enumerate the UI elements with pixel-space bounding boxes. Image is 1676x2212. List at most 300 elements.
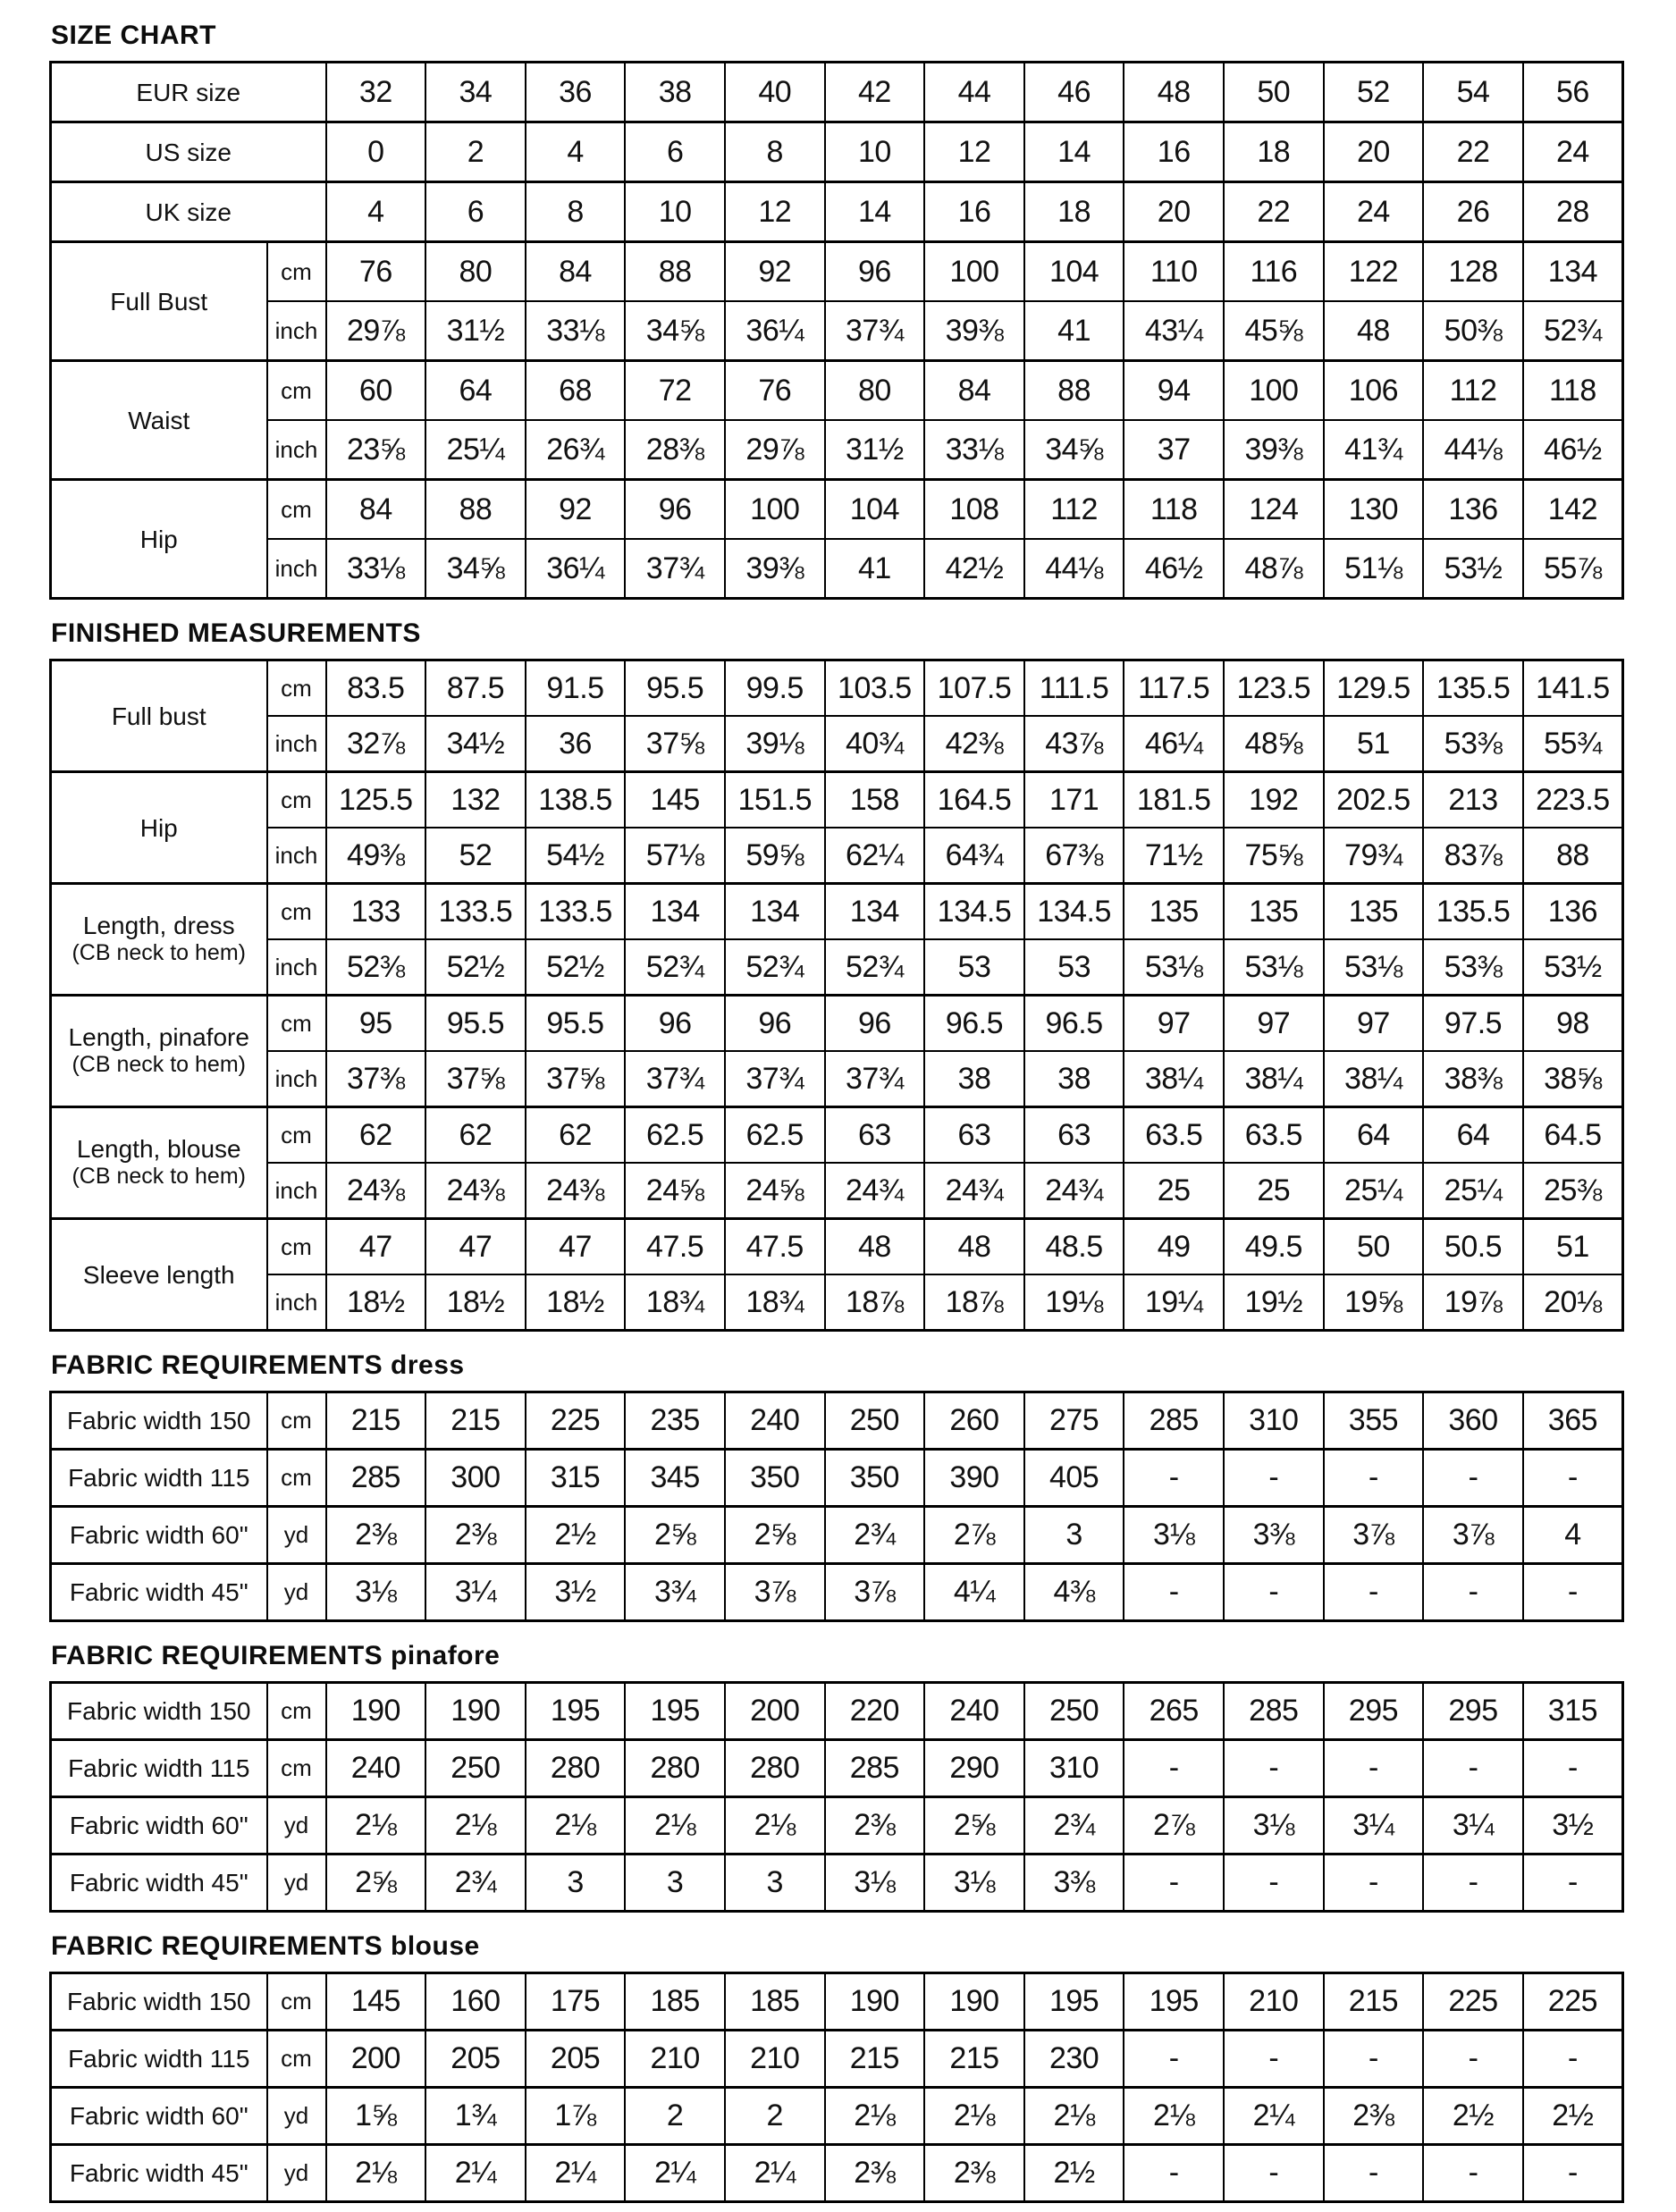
- value-cell: 365: [1523, 1392, 1623, 1450]
- value-cell: 3⅜: [1024, 1855, 1124, 1912]
- value-cell: -: [1224, 1740, 1324, 1797]
- value-cell: 3½: [526, 1564, 626, 1621]
- value-cell: 48: [1124, 63, 1224, 122]
- value-cell: 62¼: [825, 828, 925, 884]
- value-cell: 62.5: [625, 1107, 725, 1164]
- value-cell: 250: [1024, 1683, 1124, 1740]
- size-row: [51, 182, 1623, 242]
- value-cell: 2⅛: [326, 2145, 426, 2202]
- value-cell: 92: [725, 242, 825, 302]
- value-cell: -: [1423, 2031, 1523, 2088]
- value-cell: 25⅜: [1523, 1163, 1623, 1219]
- value-cell: 132: [425, 772, 526, 828]
- value-cell: 31½: [425, 301, 526, 361]
- value-cell: 3¼: [425, 1564, 526, 1621]
- value-cell: 96: [625, 996, 725, 1052]
- measure-row-cm: [51, 996, 1623, 1052]
- value-cell: 116: [1224, 242, 1324, 302]
- value-cell: 26: [1423, 182, 1523, 242]
- value-cell: 38: [1024, 1051, 1124, 1107]
- value-cell: 39⅛: [725, 716, 825, 772]
- value-cell: 100: [725, 480, 825, 540]
- value-cell: 45⅝: [1224, 301, 1324, 361]
- value-cell: -: [1224, 2031, 1324, 2088]
- value-cell: -: [1224, 2145, 1324, 2202]
- row-label: US size: [51, 122, 326, 182]
- value-cell: 24⅜: [526, 1163, 626, 1219]
- unit-label: cm: [267, 1107, 326, 1164]
- value-cell: -: [1324, 1855, 1424, 1912]
- value-cell: 50.5: [1423, 1219, 1523, 1275]
- value-cell: 96: [625, 480, 725, 540]
- value-cell: 25: [1124, 1163, 1224, 1219]
- value-cell: 1⅝: [326, 2088, 426, 2145]
- value-cell: 47.5: [625, 1219, 725, 1275]
- value-cell: -: [1124, 1450, 1224, 1507]
- value-cell: 129.5: [1324, 660, 1424, 717]
- value-cell: -: [1124, 1855, 1224, 1912]
- value-cell: 2: [425, 122, 526, 182]
- value-cell: 134: [725, 884, 825, 940]
- finished-measurements-table: [49, 659, 1624, 1332]
- row-label: Fabric width 115: [51, 1450, 267, 1507]
- value-cell: 20: [1324, 122, 1424, 182]
- value-cell: 62: [526, 1107, 626, 1164]
- value-cell: 28⅜: [625, 420, 725, 480]
- value-cell: 32⅞: [326, 716, 426, 772]
- value-cell: 42: [825, 63, 925, 122]
- value-cell: 46½: [1523, 420, 1623, 480]
- row-label: [51, 772, 267, 884]
- value-cell: 135.5: [1423, 884, 1523, 940]
- value-cell: 205: [526, 2031, 626, 2088]
- unit-label: cm: [267, 480, 326, 540]
- value-cell: 134.5: [924, 884, 1024, 940]
- unit-label: inch: [267, 716, 326, 772]
- value-cell: 36¼: [725, 301, 825, 361]
- value-cell: 24⅜: [425, 1163, 526, 1219]
- unit-label: cm: [267, 1740, 326, 1797]
- value-cell: 47: [526, 1219, 626, 1275]
- value-cell: 2½: [1523, 2088, 1623, 2145]
- value-cell: -: [1523, 1740, 1623, 1797]
- value-cell: 19½: [1224, 1274, 1324, 1331]
- value-cell: 2⅝: [326, 1855, 426, 1912]
- value-cell: 52¾: [825, 939, 925, 996]
- value-cell: 63.5: [1224, 1107, 1324, 1164]
- value-cell: 2¼: [425, 2145, 526, 2202]
- value-cell: 24¾: [924, 1163, 1024, 1219]
- value-cell: 52½: [425, 939, 526, 996]
- measure-row-inch: [51, 1274, 1623, 1331]
- value-cell: 53⅛: [1324, 939, 1424, 996]
- measure-row-cm: [51, 1107, 1623, 1164]
- value-cell: 390: [924, 1450, 1024, 1507]
- fabric-row: [51, 1564, 1623, 1621]
- unit-label: yd: [267, 1564, 326, 1621]
- value-cell: 84: [526, 242, 626, 302]
- value-cell: 134: [625, 884, 725, 940]
- value-cell: 1¾: [425, 2088, 526, 2145]
- fabric-requirements-pinafore-table: [49, 1681, 1624, 1913]
- value-cell: 96: [825, 996, 925, 1052]
- value-cell: 75⅝: [1224, 828, 1324, 884]
- value-cell: 41¾: [1324, 420, 1424, 480]
- value-cell: 260: [924, 1392, 1024, 1450]
- value-cell: 202.5: [1324, 772, 1424, 828]
- value-cell: 84: [924, 361, 1024, 421]
- row-label: Fabric width 60": [51, 1507, 267, 1564]
- value-cell: 3⅞: [825, 1564, 925, 1621]
- row-label: Fabric width 150: [51, 1392, 267, 1450]
- value-cell: 43¼: [1124, 301, 1224, 361]
- value-cell: 3⅛: [326, 1564, 426, 1621]
- value-cell: 2⅝: [924, 1797, 1024, 1855]
- value-cell: -: [1523, 2031, 1623, 2088]
- row-label: Fabric width 115: [51, 2031, 267, 2088]
- value-cell: 103.5: [825, 660, 925, 717]
- value-cell: 2½: [1423, 2088, 1523, 2145]
- row-label: [51, 361, 267, 480]
- row-label-line1: Full bust: [111, 702, 206, 730]
- value-cell: 185: [725, 1973, 825, 2031]
- value-cell: 2: [725, 2088, 825, 2145]
- value-cell: 62: [326, 1107, 426, 1164]
- value-cell: 71½: [1124, 828, 1224, 884]
- value-cell: -: [1324, 1564, 1424, 1621]
- value-cell: 52¾: [725, 939, 825, 996]
- value-cell: 2⅛: [1024, 2088, 1124, 2145]
- value-cell: 2⅛: [825, 2088, 925, 2145]
- value-cell: 142: [1523, 480, 1623, 540]
- value-cell: 39⅜: [924, 301, 1024, 361]
- value-cell: 68: [526, 361, 626, 421]
- value-cell: 72: [625, 361, 725, 421]
- value-cell: 29⅞: [326, 301, 426, 361]
- value-cell: 285: [825, 1740, 925, 1797]
- value-cell: 3⅛: [1224, 1797, 1324, 1855]
- value-cell: 24⅜: [326, 1163, 426, 1219]
- value-cell: 37¾: [625, 1051, 725, 1107]
- measure-row-inch: [51, 716, 1623, 772]
- row-label-line1: Waist: [128, 406, 190, 434]
- value-cell: 60: [326, 361, 426, 421]
- value-cell: 195: [625, 1683, 725, 1740]
- value-cell: 171: [1024, 772, 1124, 828]
- value-cell: 104: [1024, 242, 1124, 302]
- value-cell: 4⅜: [1024, 1564, 1124, 1621]
- value-cell: 38⅜: [1423, 1051, 1523, 1107]
- value-cell: 195: [1124, 1973, 1224, 2031]
- value-cell: 2⅞: [924, 1507, 1024, 1564]
- value-cell: 250: [825, 1392, 925, 1450]
- value-cell: 49.5: [1224, 1219, 1324, 1275]
- value-cell: 135: [1224, 884, 1324, 940]
- value-cell: 2⅛: [725, 1797, 825, 1855]
- value-cell: 134: [1523, 242, 1623, 302]
- value-cell: 138.5: [526, 772, 626, 828]
- value-cell: 118: [1523, 361, 1623, 421]
- unit-label: inch: [267, 301, 326, 361]
- value-cell: 225: [1423, 1973, 1523, 2031]
- value-cell: 26¾: [526, 420, 626, 480]
- value-cell: 54½: [526, 828, 626, 884]
- value-cell: 12: [924, 122, 1024, 182]
- value-cell: 48: [924, 1219, 1024, 1275]
- value-cell: 215: [924, 2031, 1024, 2088]
- value-cell: 2⅛: [526, 1797, 626, 1855]
- value-cell: 16: [924, 182, 1024, 242]
- value-cell: 24: [1324, 182, 1424, 242]
- value-cell: 315: [526, 1450, 626, 1507]
- size-chart-title: SIZE CHART: [51, 21, 216, 50]
- value-cell: 84: [326, 480, 426, 540]
- row-label: Fabric width 45": [51, 1564, 267, 1621]
- value-cell: -: [1523, 2145, 1623, 2202]
- value-cell: -: [1124, 1564, 1224, 1621]
- value-cell: 141.5: [1523, 660, 1623, 717]
- fabric-row: [51, 2088, 1623, 2145]
- value-cell: 46¼: [1124, 716, 1224, 772]
- value-cell: 0: [326, 122, 426, 182]
- value-cell: 230: [1024, 2031, 1124, 2088]
- value-cell: 24⅝: [725, 1163, 825, 1219]
- value-cell: 25¼: [1324, 1163, 1424, 1219]
- row-label: EUR size: [51, 63, 326, 122]
- value-cell: 37¾: [825, 1051, 925, 1107]
- value-cell: -: [1324, 2031, 1424, 2088]
- value-cell: 350: [725, 1450, 825, 1507]
- value-cell: 2¾: [825, 1507, 925, 1564]
- value-cell: 53⅛: [1224, 939, 1324, 996]
- unit-label: yd: [267, 2088, 326, 2145]
- value-cell: 290: [924, 1740, 1024, 1797]
- value-cell: 56: [1523, 63, 1623, 122]
- value-cell: 96.5: [1024, 996, 1124, 1052]
- measure-row-cm: [51, 361, 1623, 421]
- row-label: Fabric width 45": [51, 2145, 267, 2202]
- row-label: [51, 884, 267, 996]
- value-cell: 2¼: [725, 2145, 825, 2202]
- value-cell: 240: [326, 1740, 426, 1797]
- value-cell: 64¾: [924, 828, 1024, 884]
- value-cell: 38¼: [1124, 1051, 1224, 1107]
- value-cell: 14: [1024, 122, 1124, 182]
- unit-label: cm: [267, 884, 326, 940]
- value-cell: 97: [1124, 996, 1224, 1052]
- measure-row-cm: [51, 242, 1623, 302]
- value-cell: 185: [625, 1973, 725, 2031]
- value-cell: 100: [924, 242, 1024, 302]
- value-cell: 25: [1224, 1163, 1324, 1219]
- value-cell: 24¾: [1024, 1163, 1124, 1219]
- value-cell: -: [1124, 2031, 1224, 2088]
- value-cell: 22: [1423, 122, 1523, 182]
- value-cell: 145: [625, 772, 725, 828]
- value-cell: -: [1423, 1855, 1523, 1912]
- value-cell: 48⅞: [1224, 539, 1324, 599]
- value-cell: 265: [1124, 1683, 1224, 1740]
- value-cell: 63: [1024, 1107, 1124, 1164]
- measure-row-inch: [51, 420, 1623, 480]
- value-cell: 110: [1124, 242, 1224, 302]
- value-cell: 2¼: [1224, 2088, 1324, 2145]
- value-cell: 18: [1224, 122, 1324, 182]
- value-cell: 2¾: [1024, 1797, 1124, 1855]
- value-cell: 2⅛: [625, 1797, 725, 1855]
- value-cell: 67⅜: [1024, 828, 1124, 884]
- value-cell: 52: [1324, 63, 1424, 122]
- value-cell: 19⅞: [1423, 1274, 1523, 1331]
- value-cell: 205: [425, 2031, 526, 2088]
- value-cell: 2⅛: [1124, 2088, 1224, 2145]
- value-cell: 52: [425, 828, 526, 884]
- value-cell: 88: [1523, 828, 1623, 884]
- value-cell: 112: [1423, 361, 1523, 421]
- value-cell: 190: [326, 1683, 426, 1740]
- value-cell: 18½: [425, 1274, 526, 1331]
- value-cell: 59⅝: [725, 828, 825, 884]
- value-cell: 295: [1324, 1683, 1424, 1740]
- measure-row-cm: [51, 1219, 1623, 1275]
- value-cell: 92: [526, 480, 626, 540]
- value-cell: 76: [725, 361, 825, 421]
- value-cell: 195: [526, 1683, 626, 1740]
- value-cell: 52¾: [1523, 301, 1623, 361]
- value-cell: 195: [1024, 1973, 1124, 2031]
- unit-label: yd: [267, 1797, 326, 1855]
- measure-row-cm: [51, 660, 1623, 717]
- value-cell: 29⅞: [725, 420, 825, 480]
- value-cell: 41: [825, 539, 925, 599]
- value-cell: 136: [1523, 884, 1623, 940]
- value-cell: 2⅜: [326, 1507, 426, 1564]
- value-cell: 20: [1124, 182, 1224, 242]
- value-cell: 34½: [425, 716, 526, 772]
- fabric-row: [51, 1973, 1623, 2031]
- unit-label: inch: [267, 1274, 326, 1331]
- value-cell: 18¾: [725, 1274, 825, 1331]
- value-cell: 3: [526, 1855, 626, 1912]
- value-cell: -: [1423, 2145, 1523, 2202]
- value-cell: 2½: [1024, 2145, 1124, 2202]
- value-cell: 95.5: [625, 660, 725, 717]
- value-cell: 18¾: [625, 1274, 725, 1331]
- value-cell: 37¾: [725, 1051, 825, 1107]
- fabric-requirements-dress-title: FABRIC REQUIREMENTS dress: [51, 1350, 465, 1380]
- value-cell: 34⅝: [425, 539, 526, 599]
- value-cell: 63: [825, 1107, 925, 1164]
- value-cell: 405: [1024, 1450, 1124, 1507]
- measure-row-cm: [51, 480, 1623, 540]
- value-cell: 88: [1024, 361, 1124, 421]
- value-cell: 2⅛: [425, 1797, 526, 1855]
- value-cell: 99.5: [725, 660, 825, 717]
- value-cell: 53½: [1423, 539, 1523, 599]
- value-cell: 2⅛: [924, 2088, 1024, 2145]
- value-cell: 2¾: [425, 1855, 526, 1912]
- value-cell: 36: [526, 63, 626, 122]
- row-label-line1: Sleeve length: [82, 1260, 235, 1289]
- value-cell: 98: [1523, 996, 1623, 1052]
- row-label-line1: Length, blouse: [76, 1135, 241, 1163]
- value-cell: 94: [1124, 361, 1224, 421]
- value-cell: 64: [1423, 1107, 1523, 1164]
- value-cell: 2¼: [625, 2145, 725, 2202]
- unit-label: inch: [267, 1163, 326, 1219]
- row-label: Fabric width 45": [51, 1855, 267, 1912]
- row-label-line1: Length, pinafore: [68, 1023, 249, 1051]
- value-cell: -: [1324, 1740, 1424, 1797]
- value-cell: 285: [1124, 1392, 1224, 1450]
- value-cell: 52½: [526, 939, 626, 996]
- value-cell: 52⅜: [326, 939, 426, 996]
- value-cell: 3⅛: [825, 1855, 925, 1912]
- unit-label: cm: [267, 1450, 326, 1507]
- value-cell: 24¾: [825, 1163, 925, 1219]
- value-cell: 250: [425, 1740, 526, 1797]
- value-cell: -: [1224, 1564, 1324, 1621]
- value-cell: 135.5: [1423, 660, 1523, 717]
- fabric-row: [51, 1797, 1623, 1855]
- value-cell: -: [1523, 1564, 1623, 1621]
- value-cell: 36¼: [526, 539, 626, 599]
- value-cell: 19⅝: [1324, 1274, 1424, 1331]
- value-cell: 64: [1324, 1107, 1424, 1164]
- fabric-row: [51, 1740, 1623, 1797]
- value-cell: 43⅞: [1024, 716, 1124, 772]
- value-cell: 47.5: [725, 1219, 825, 1275]
- value-cell: 40: [725, 63, 825, 122]
- unit-label: cm: [267, 1683, 326, 1740]
- value-cell: 310: [1224, 1392, 1324, 1450]
- fabric-row: [51, 1392, 1623, 1450]
- value-cell: 151.5: [725, 772, 825, 828]
- value-cell: 117.5: [1124, 660, 1224, 717]
- value-cell: 34⅝: [625, 301, 725, 361]
- row-label: [51, 242, 267, 361]
- value-cell: 34: [425, 63, 526, 122]
- value-cell: 38: [625, 63, 725, 122]
- value-cell: 190: [425, 1683, 526, 1740]
- value-cell: 300: [425, 1450, 526, 1507]
- value-cell: 104: [825, 480, 925, 540]
- value-cell: 315: [1523, 1683, 1623, 1740]
- value-cell: 42½: [924, 539, 1024, 599]
- value-cell: 37⅜: [326, 1051, 426, 1107]
- value-cell: 48: [825, 1219, 925, 1275]
- value-cell: 108: [924, 480, 1024, 540]
- unit-label: cm: [267, 1973, 326, 2031]
- value-cell: 8: [526, 182, 626, 242]
- value-cell: 280: [625, 1740, 725, 1797]
- value-cell: 95.5: [425, 996, 526, 1052]
- value-cell: 44: [924, 63, 1024, 122]
- value-cell: 135: [1124, 884, 1224, 940]
- value-cell: 3⅞: [1324, 1507, 1424, 1564]
- row-label-line1: Hip: [139, 813, 178, 842]
- value-cell: 235: [625, 1392, 725, 1450]
- unit-label: cm: [267, 242, 326, 302]
- value-cell: 2⅝: [725, 1507, 825, 1564]
- value-cell: 310: [1024, 1740, 1124, 1797]
- value-cell: 18½: [326, 1274, 426, 1331]
- value-cell: 145: [326, 1973, 426, 2031]
- value-cell: 50: [1224, 63, 1324, 122]
- value-cell: 285: [1224, 1683, 1324, 1740]
- value-cell: 33⅛: [526, 301, 626, 361]
- row-label: [51, 480, 267, 599]
